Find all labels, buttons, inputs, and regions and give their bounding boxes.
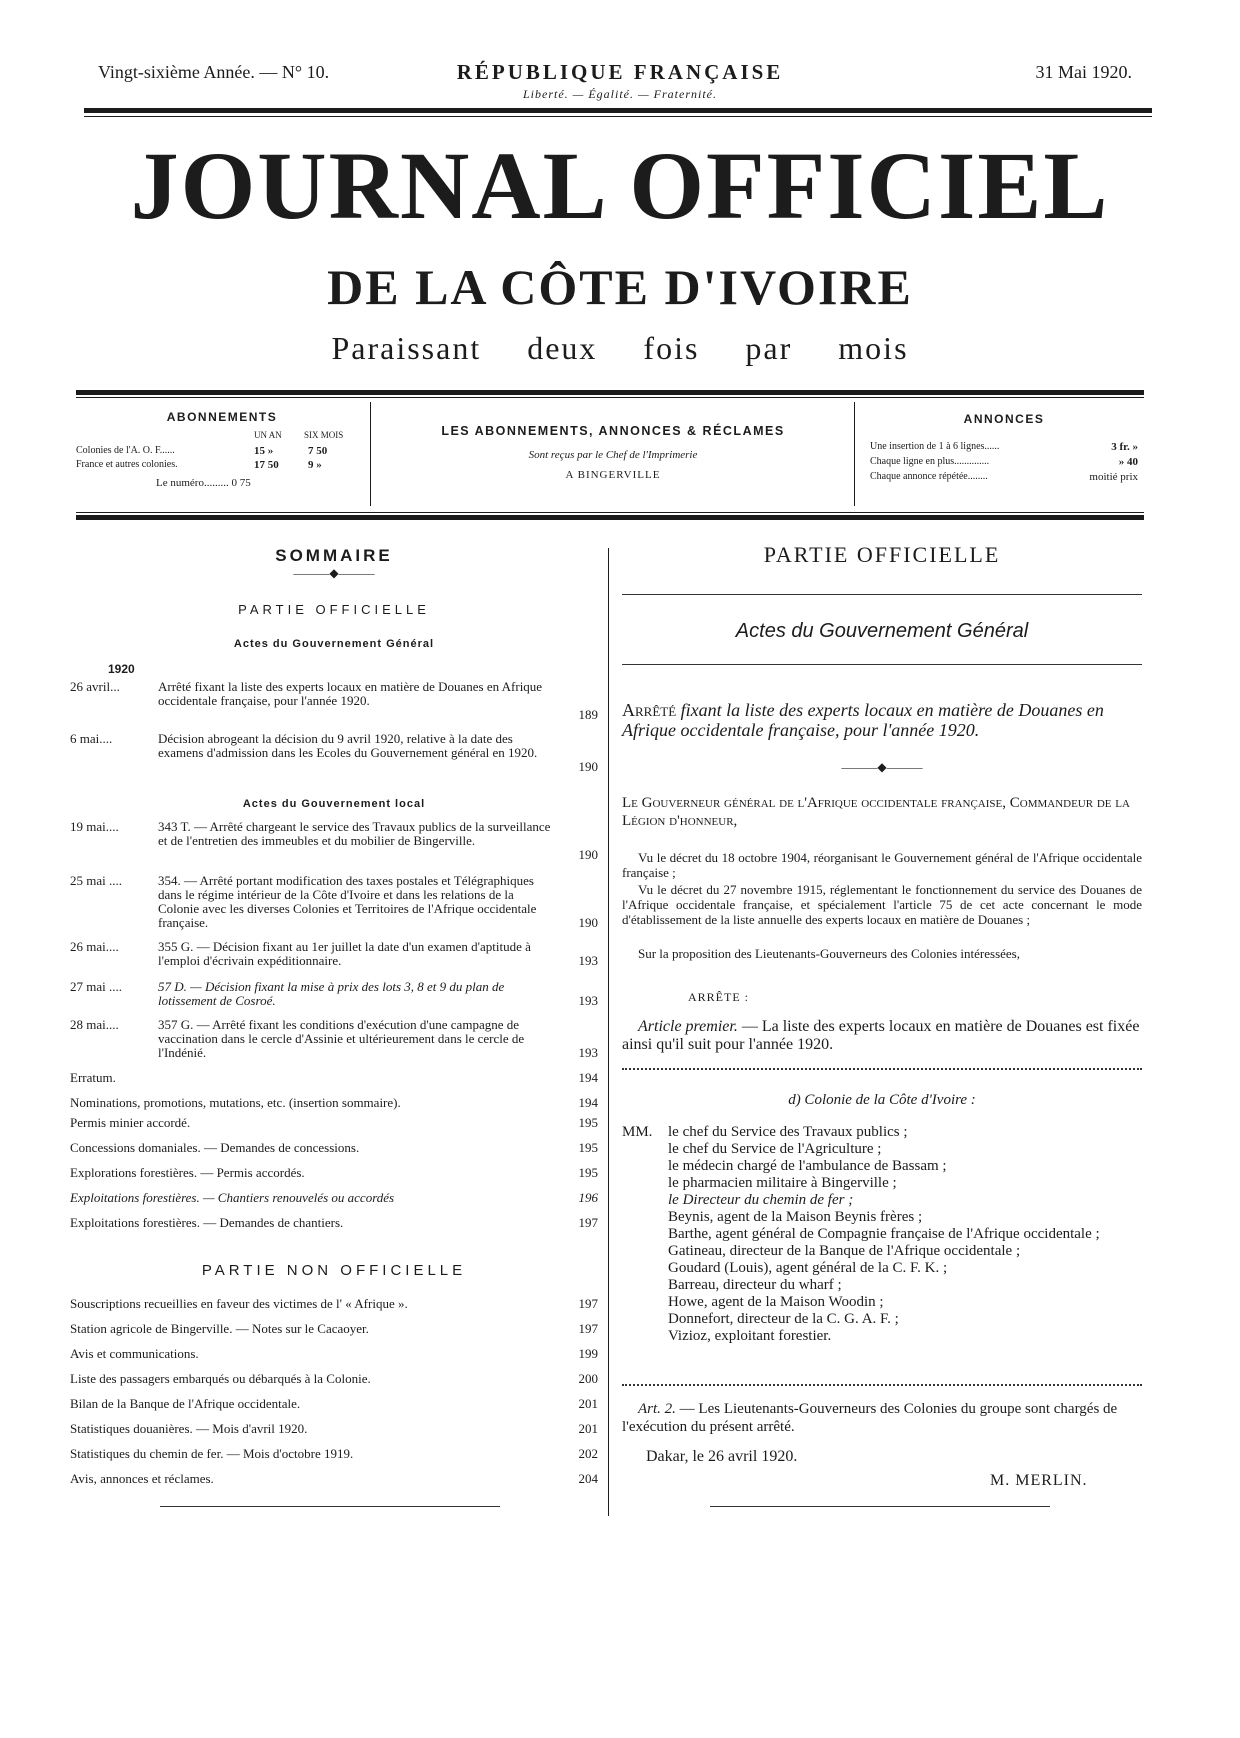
experts-list	[668, 1124, 1142, 1345]
expert-item: le Directeur du chemin de fer ;	[668, 1192, 854, 1208]
signature: M. MERLIN.	[990, 1472, 1088, 1489]
article-1: Article premier. — La liste des experts locaux en matière de Douanes est fixée ainsi qu'il suit pour l'année 1920.	[622, 1018, 1140, 1053]
sommaire-line: Exploitations forestières. — Chantiers renouvelés ou accordés 196	[70, 1190, 598, 1205]
centre-heading: LES ABONNEMENTS, ANNONCES & RÉCLAMES	[441, 424, 785, 438]
vu-3: Sur la proposition des Lieutenants-Gouverneurs des Colonies intéressées,	[638, 946, 1020, 961]
abonnements-heading: ABONNEMENTS	[166, 410, 278, 424]
col-un-an: UN AN	[254, 430, 282, 440]
issue-date: 31 Mai 1920.	[1035, 62, 1132, 82]
sommaire-line: Bilan de la Banque de l'Afrique occidentale. 201	[70, 1396, 598, 1411]
box-bottom-rule	[76, 515, 1144, 520]
sommaire-line: Avis, annonces et réclames. 204	[70, 1471, 598, 1486]
vu-1: Vu le décret du 18 octobre 1904, réorganisant le Gouvernement général de l'Afrique occidentale française ;	[622, 850, 1142, 880]
gouverneur: Le Gouverneur général de l'Afrique occidentale française, Commandeur de la Légion d'honneur,	[622, 795, 1130, 829]
sommaire-entry: 27 mai .... 57 D. — Décision fixant la mise à prix des lots 3, 8 et 9 du plan de lotissement de Cosroé. 193	[70, 979, 598, 1008]
sommaire-entry: 19 mai.... 343 T. — Arrêté chargeant le service des Travaux publics de la surveillance et de l'entretien des immeubles et du mobilier de Bingerville. 190	[70, 819, 598, 862]
annonces-heading: ANNONCES	[963, 412, 1045, 426]
expert-item: le chef du Service des Travaux publics ;	[668, 1124, 908, 1140]
expert-item: le médecin chargé de l'ambulance de Bassam ;	[668, 1158, 947, 1174]
sommaire-line: Concessions domaniales. — Demandes de concessions. 195	[70, 1140, 598, 1155]
mm-label: MM.	[622, 1124, 653, 1140]
col-six-mois: SIX MOIS	[304, 430, 344, 440]
sommaire-entry: 26 mai.... 355 G. — Décision fixant au 1er juillet la date d'un examen d'aptitude à l'emploi d'écrivain expéditionnaire. 193	[70, 939, 598, 968]
centre-panel	[376, 424, 850, 483]
abonnement-row: Colonies de l'A. O. F...... 15 » 7 50	[76, 445, 328, 457]
sommaire-partie-officielle: PARTIE OFFICIELLE	[238, 602, 430, 617]
centre-line-2: A BINGERVILLE	[565, 469, 661, 482]
sommaire-line: Statistiques douanières. — Mois d'avril 1920. 201	[70, 1421, 598, 1436]
column-divider	[608, 548, 609, 1516]
republique-header: RÉPUBLIQUE FRANÇAISE	[456, 60, 784, 84]
centre-line-1: Sont reçus par le Chef de l'Imprimerie	[528, 449, 698, 461]
dotted-separator	[622, 1384, 1142, 1386]
prix-numero: Le numéro......... 0 75	[156, 477, 251, 489]
masthead-rule	[84, 108, 1152, 113]
annonces-panel	[870, 412, 1138, 485]
sommaire-line: Souscriptions recueillies en faveur des victimes de l' « Afrique ». 197	[70, 1296, 598, 1311]
devise: Liberté. — Égalité. — Fraternité.	[523, 87, 717, 101]
article-2: Art. 2. — Les Lieutenants-Gouverneurs des Colonies du groupe sont chargés de l'exécution du présent arrêté.	[622, 1401, 1118, 1435]
sommaire-end-rule	[160, 1506, 500, 1507]
sommaire-entry: 28 mai.... 357 G. — Arrêté fixant les conditions d'exécution d'une campagne de vaccination dans le cercle d'Assinie et ultérieurement dans le cercle de l'Indénié. 193	[70, 1017, 598, 1060]
abonnements-panel	[76, 410, 368, 490]
sommaire-line: Permis minier accordé. 195	[70, 1115, 598, 1130]
journal-title: JOURNAL OFFICIEL	[130, 132, 1110, 239]
ornament: ———◆———	[293, 566, 375, 580]
sommaire-line: Statistiques du chemin de fer. — Mois d'octobre 1919. 202	[70, 1446, 598, 1461]
article-partie: PARTIE OFFICIELLE	[763, 542, 1001, 567]
sommaire-partie-non-officielle: PARTIE NON OFFICIELLE	[201, 1262, 467, 1279]
vu-2: Vu le décret du 27 novembre 1915, réglementant le fonctionnement du service des Douanes de l'Afrique occidentale française, et spécialement l'article 75 de cet acte concernant le mode d'établissement de la liste annuelle des experts locaux en matière de Douanes ;	[622, 882, 1142, 927]
colonie-heading: d) Colonie de la Côte d'Ivoire :	[788, 1092, 976, 1108]
sommaire-actes-gg: Actes du Gouvernement Général	[233, 638, 435, 650]
sommaire-entry: 25 mai .... 354. — Arrêté portant modification des taxes postales et Télégraphiques dans le régime intérieur de la Côte d'Ivoire et dans les relations de la Colonie avec les diverses Colonies et Territoires de l'Afrique occidentale française. 190	[70, 873, 598, 930]
annonce-row: Chaque ligne en plus.............. » 40	[870, 456, 1138, 468]
annonce-row: Chaque annonce répétée........ moitié prix	[870, 471, 1138, 483]
ornament: ———◆———	[841, 760, 923, 774]
box-top-rule	[76, 390, 1144, 395]
abonnement-row: France et autres colonies. 17 50 9 »	[76, 459, 322, 471]
periodicity: Paraissant deux fois par mois	[331, 330, 909, 366]
expert-item: Howe, agent de la Maison Woodin ;	[668, 1294, 884, 1310]
sommaire-entry: 26 avril... Arrêté fixant la liste des experts locaux en matière de Douanes en Afrique occidentale française, pour l'année 1920. 189	[70, 679, 598, 722]
box-divider-right	[854, 402, 855, 506]
expert-item: Donnefort, directeur de la C. G. A. F. ;	[668, 1311, 899, 1327]
dotted-separator	[622, 1068, 1142, 1070]
sommaire-line: Exploitations forestières. — Demandes de chantiers. 197	[70, 1215, 598, 1230]
box-divider-left	[370, 402, 371, 506]
expert-item: Barreau, directeur du wharf ;	[668, 1277, 842, 1293]
sommaire-line: Erratum. 194	[70, 1070, 598, 1085]
article-rule	[622, 594, 1142, 595]
article-end-rule	[710, 1506, 1050, 1507]
journal-subtitle: DE LA CÔTE D'IVOIRE	[327, 259, 913, 315]
sommaire-line: Nominations, promotions, mutations, etc. (insertion sommaire). 194	[70, 1095, 598, 1110]
issue-number: Vingt-sixième Année. — N° 10.	[98, 62, 330, 82]
expert-item: le chef du Service de l'Agriculture ;	[668, 1141, 882, 1157]
expert-item: Goudard (Louis), agent général de la C. F. K. ;	[668, 1260, 948, 1276]
expert-item: Barthe, agent général de Compagnie française de l'Afrique occidentale ;	[668, 1226, 1100, 1242]
box-top-rule-thin	[76, 397, 1144, 398]
arrete-label: ARRÊTE :	[688, 990, 749, 1004]
sommaire-line: Liste des passagers embarqués ou débarqués à la Colonie. 200	[70, 1371, 598, 1386]
sommaire-year: 1920	[108, 662, 135, 676]
sommaire-actes-gl: Actes du Gouvernement local	[242, 798, 426, 810]
article-section: Actes du Gouvernement Général	[735, 620, 1029, 642]
expert-item: Beynis, agent de la Maison Beynis frères ;	[668, 1209, 923, 1225]
sommaire-line: Explorations forestières. — Permis accordés. 195	[70, 1165, 598, 1180]
arrete-title: Arrêté fixant la liste des experts locaux en matière de Douanes en Afrique occidentale française, pour l'année 1920.	[622, 700, 1104, 740]
lieu-date: Dakar, le 26 avril 1920.	[646, 1448, 798, 1465]
article-rule	[622, 664, 1142, 665]
expert-item: le pharmacien militaire à Bingerville ;	[668, 1175, 897, 1191]
expert-item: Gatineau, directeur de la Banque de l'Afrique occidentale ;	[668, 1243, 1021, 1259]
sommaire-line: Station agricole de Bingerville. — Notes sur le Cacaoyer. 197	[70, 1321, 598, 1336]
annonce-row: Une insertion de 1 à 6 lignes...... 3 fr. »	[870, 441, 1138, 453]
sommaire-heading: SOMMAIRE	[275, 546, 393, 565]
sommaire-line: Avis et communications. 199	[70, 1346, 598, 1361]
box-bottom-rule-thin	[76, 512, 1144, 513]
sommaire-entry: 6 mai.... Décision abrogeant la décision du 9 avril 1920, relative à la date des examens d'admission dans les Ecoles du Gouvernement général en 1920. 190	[70, 731, 598, 774]
masthead-rule-thin	[84, 116, 1152, 117]
expert-item: Vizioz, exploitant forestier.	[668, 1328, 832, 1344]
